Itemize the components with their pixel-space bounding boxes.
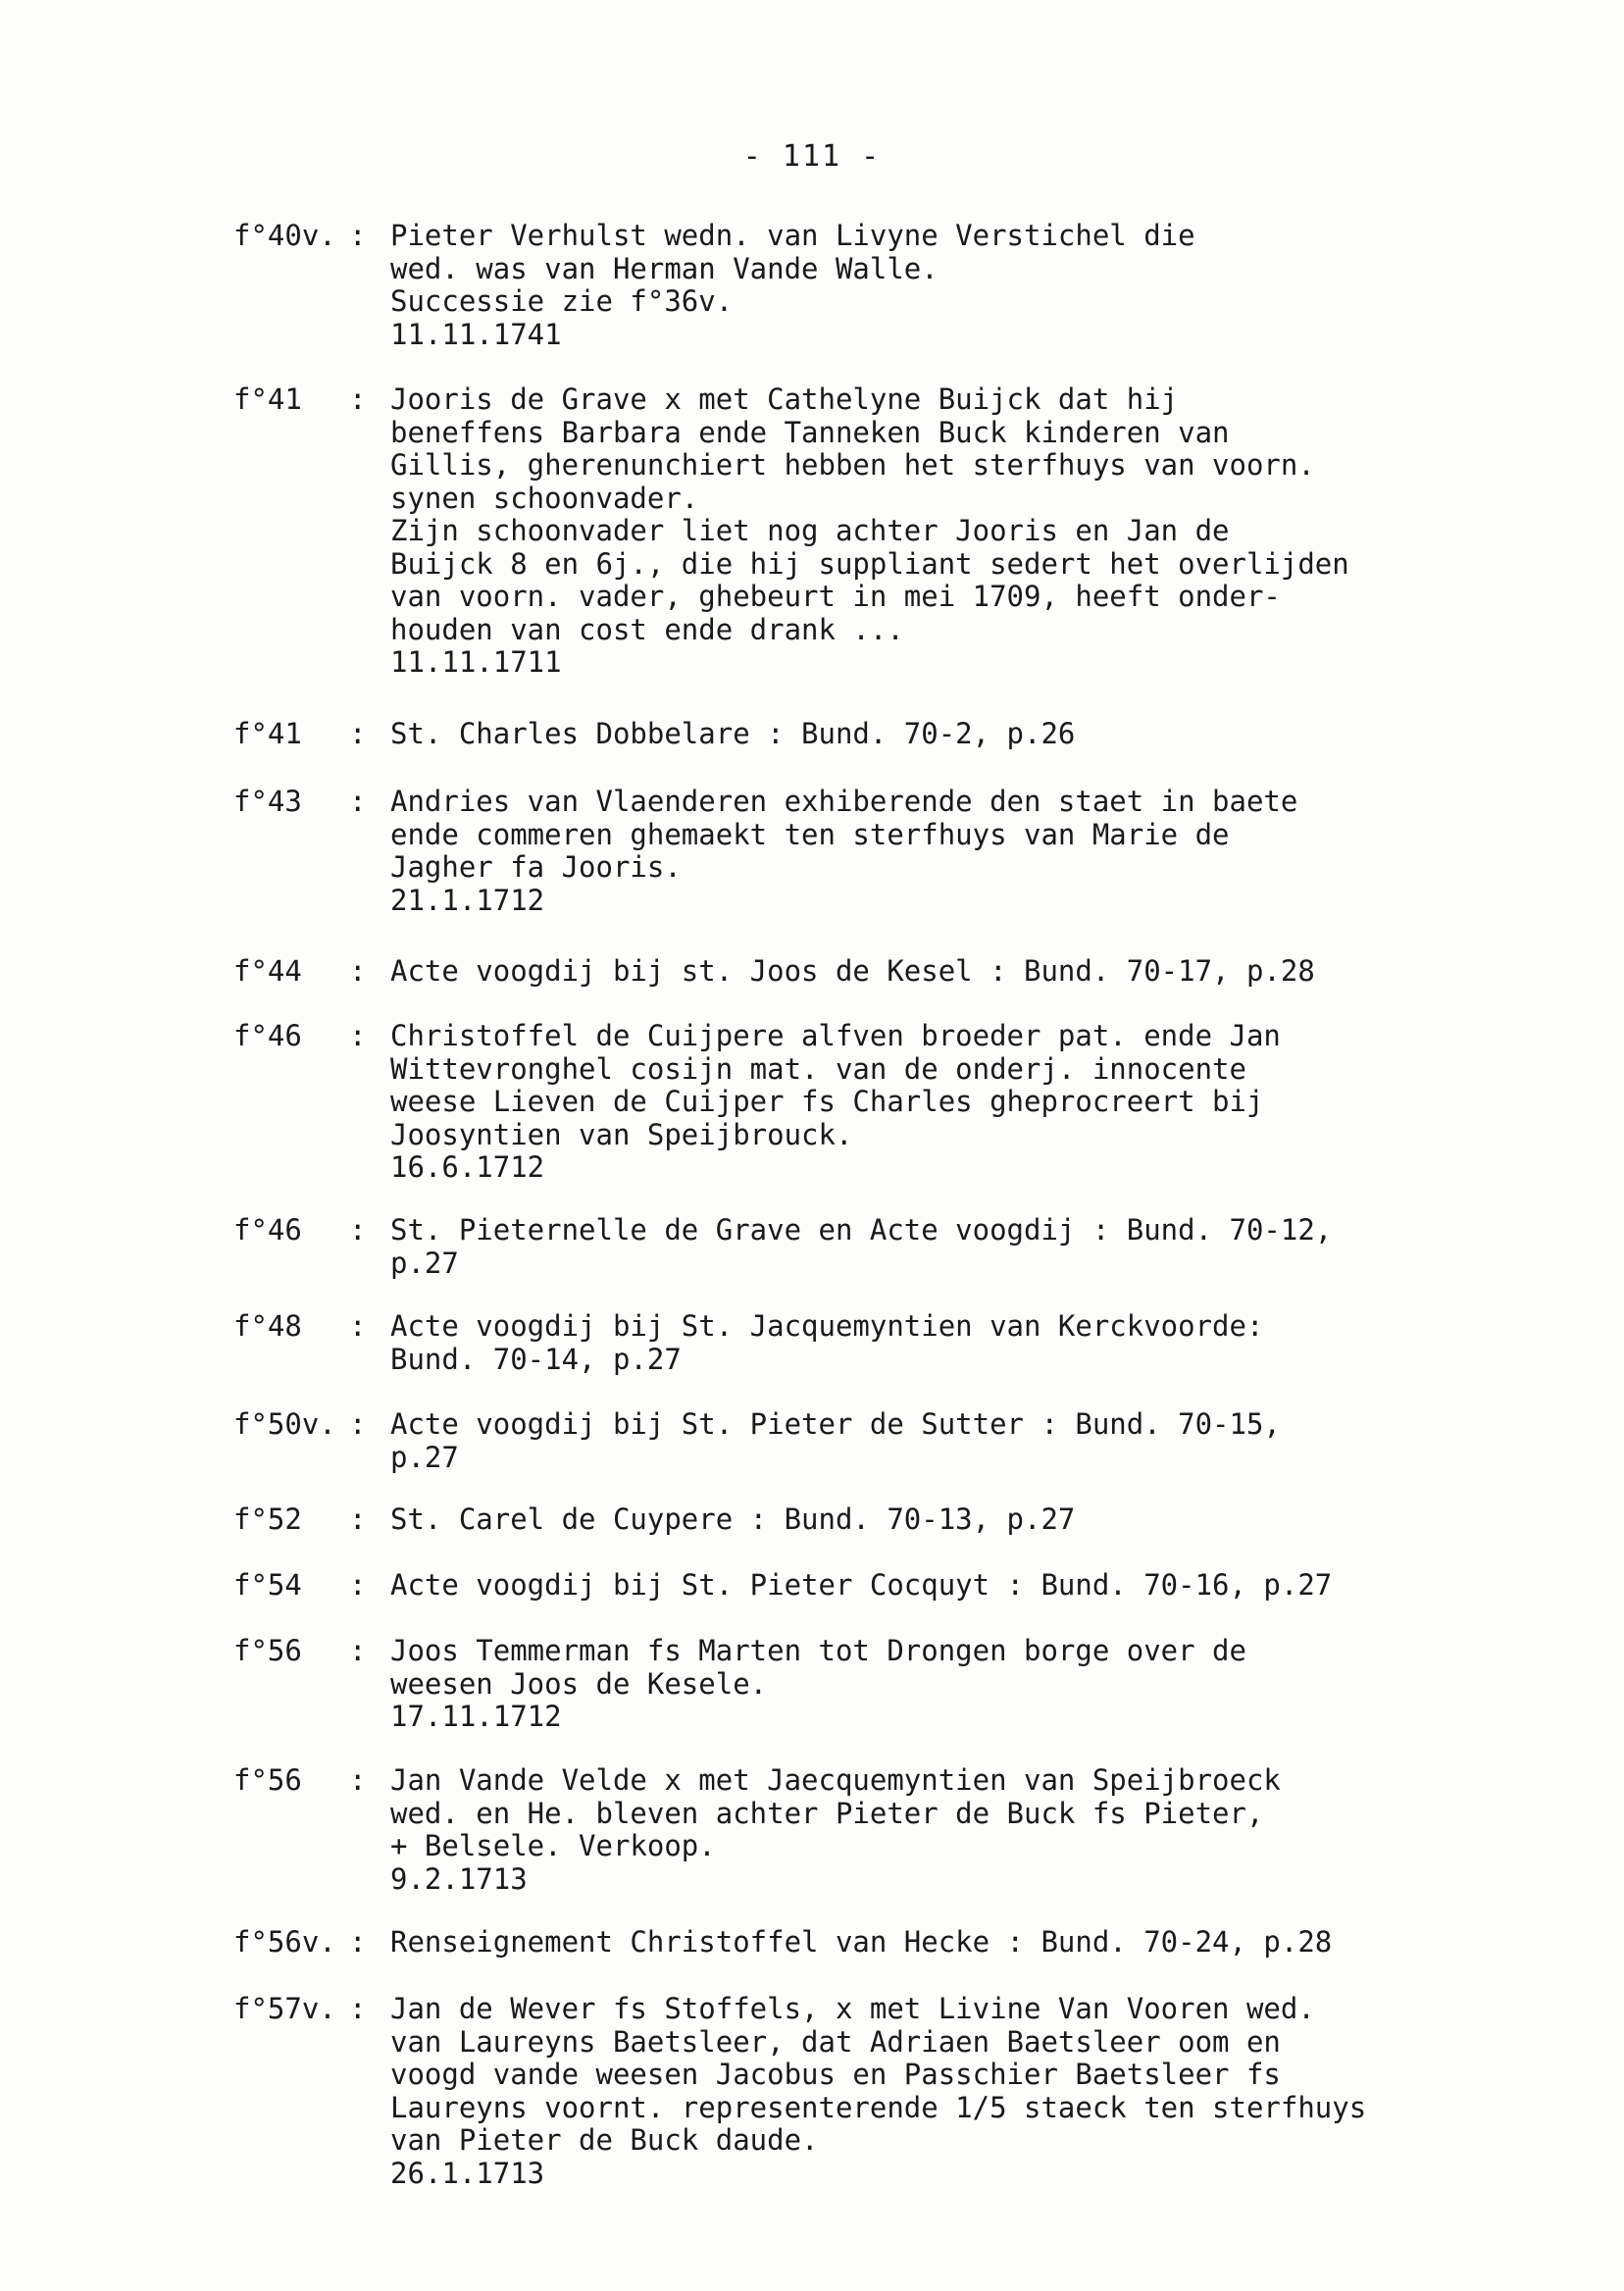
entry-text	[390, 1503, 1567, 1537]
folio-separator: :	[349, 1763, 367, 1797]
entry-text	[390, 220, 1567, 351]
entry-date: 11.11.1711	[390, 645, 562, 679]
entry-line: Acte voogdij bij St. Pieter Cocquyt : Bund. 70-16, p.27	[390, 1568, 1333, 1602]
entry-line: voogd vande weesen Jacobus en Passchier Baetsleer fs	[390, 2058, 1281, 2091]
folio-separator: :	[349, 382, 367, 416]
entry-line: Joosyntien van Speijbrouck.	[390, 1117, 853, 1151]
folio-separator: :	[349, 1925, 367, 1959]
entry-line: Acte voogdij bij St. Pieter de Sutter : Bund. 70-15,	[390, 1407, 1281, 1441]
entry-line: van Laureyns Baetsleer, dat Adriaen Baetsleer oom en	[390, 2024, 1281, 2059]
folio-separator: :	[349, 1407, 367, 1441]
entry-date: 21.1.1712	[390, 883, 545, 917]
folio-separator: :	[349, 717, 367, 750]
entry-line: houden van cost ende drank ...	[390, 612, 904, 646]
entry-line: Zijn schoonvader liet nog achter Jooris en Jan de	[390, 514, 1230, 547]
entry-line: St. Charles Dobbelare : Bund. 70-2, p.26	[390, 717, 1076, 750]
entry-text	[390, 1020, 1567, 1185]
entry-line: Jan de Wever fs Stoffels, x met Livine Van Vooren wed.	[390, 1992, 1315, 2025]
folio-ref: f°52	[233, 1502, 302, 1536]
entry-text	[390, 1993, 1567, 2190]
entry-line: Acte voogdij bij st. Joos de Kesel : Bund. 70-17, p.28	[390, 954, 1315, 988]
entry-date: 16.6.1712	[390, 1150, 545, 1184]
entry-text	[390, 955, 1567, 989]
entry-date: 17.11.1712	[390, 1700, 562, 1733]
folio-ref: f°56	[233, 1634, 302, 1667]
entry-text	[390, 383, 1567, 680]
entry-line: St. Carel de Cuypere : Bund. 70-13, p.27	[390, 1502, 1076, 1536]
entry-line: synen schoonvader.	[390, 481, 699, 515]
folio-ref: f°54	[233, 1568, 302, 1602]
folio-separator: :	[349, 1502, 367, 1536]
entry-line: weesen Joos de Kesele.	[390, 1666, 768, 1701]
entry-line: Jooris de Grave x met Cathelyne Buijck dat hij	[390, 382, 1179, 416]
entry-date: 9.2.1713	[390, 1861, 528, 1896]
folio-ref: f°46	[233, 1019, 302, 1052]
entry-line: St. Pieternelle de Grave en Acte voogdij : Bund. 70-12,	[390, 1213, 1333, 1247]
folio-ref: f°48	[233, 1309, 302, 1343]
entry-line: + Belsele. Verkoop.	[390, 1829, 716, 1862]
folio-ref: f°44	[233, 954, 302, 988]
folio-ref: f°43	[233, 785, 302, 818]
folio-separator: :	[349, 1019, 367, 1052]
entry-line: weese Lieven de Cuijper fs Charles gheprocreert bij	[390, 1085, 1264, 1118]
folio-separator: :	[349, 1309, 367, 1343]
entry-text	[390, 1635, 1567, 1734]
folio-separator: :	[349, 954, 367, 988]
folio-separator: :	[349, 785, 367, 818]
entry-line: wed. en He. bleven achter Pieter de Buck fs Pieter,	[390, 1796, 1264, 1830]
entry-date: 11.11.1741	[390, 317, 562, 351]
entry-text	[390, 1764, 1567, 1896]
entry-line: Joos Temmerman fs Marten tot Drongen borge over de	[390, 1634, 1246, 1667]
entry-line: van Pieter de Buck daude.	[390, 2123, 819, 2157]
folio-separator: :	[349, 1568, 367, 1602]
entry-line: Christoffel de Cuijpere alfven broeder pat. ende Jan	[390, 1019, 1281, 1052]
entry-text	[390, 1310, 1567, 1376]
entry-text	[390, 1214, 1567, 1280]
folio-ref: f°41	[233, 382, 302, 416]
entry-line: van voorn. vader, ghebeurt in mei 1709, heeft onder-	[390, 580, 1281, 613]
entry-line: Pieter Verhulst wedn. van Livyne Verstichel die	[390, 219, 1195, 252]
entry-line: Bund. 70-14, p.27	[390, 1342, 682, 1376]
folio-separator: :	[349, 219, 367, 252]
entry-line: ende commeren ghemaekt ten sterfhuys van Marie de	[390, 817, 1230, 851]
folio-ref: f°46	[233, 1213, 302, 1247]
entry-line: Buijck 8 en 6j., die hij suppliant sedert het overlijden	[390, 546, 1349, 581]
entry-line: beneffens Barbara ende Tanneken Buck kinderen van	[390, 415, 1230, 449]
entry-line: Jan Vande Velde x met Jaecquemyntien van Speijbroeck	[390, 1763, 1281, 1797]
entry-date: 26.1.1713	[390, 2156, 545, 2190]
folio-ref: f°41	[233, 717, 302, 750]
folio-ref: f°56	[233, 1763, 302, 1797]
entry-line: p.27	[390, 1246, 459, 1280]
folio-ref: f°40v.	[233, 219, 336, 252]
entry-line: Wittevronghel cosijn mat. van de onderj. innocente	[390, 1051, 1246, 1086]
entry-line: wed. was van Herman Vande Walle.	[390, 251, 939, 285]
entry-text	[390, 1408, 1567, 1474]
folio-separator: :	[349, 1992, 367, 2025]
entry-line: Renseignement Christoffel van Hecke : Bund. 70-24, p.28	[390, 1925, 1333, 1959]
entry-line: p.27	[390, 1440, 459, 1474]
entry-line: Successie zie f°36v.	[390, 284, 734, 318]
page-number: - 111 -	[742, 139, 882, 174]
entry-line: Laureyns voornt. representerende 1/5 staeck ten sterfhuys	[390, 2090, 1367, 2124]
entry-text	[390, 786, 1567, 917]
folio-separator: :	[349, 1634, 367, 1667]
folio-ref: f°57v.	[233, 1992, 336, 2025]
entry-line: Acte voogdij bij St. Jacquemyntien van Kerckvoorde:	[390, 1309, 1264, 1343]
folio-ref: f°56v.	[233, 1925, 336, 1959]
folio-separator: :	[349, 1213, 367, 1247]
entry-text	[390, 1569, 1567, 1603]
entry-line: Andries van Vlaenderen exhiberende den staet in baete	[390, 785, 1298, 818]
entry-text	[390, 1926, 1567, 1960]
entry-line: Gillis, gherenunchiert hebben het sterfhuys van voorn.	[390, 448, 1315, 482]
entry-line: Jagher fa Jooris.	[390, 850, 682, 884]
folio-ref: f°50v.	[233, 1407, 336, 1441]
entry-text	[390, 718, 1567, 751]
